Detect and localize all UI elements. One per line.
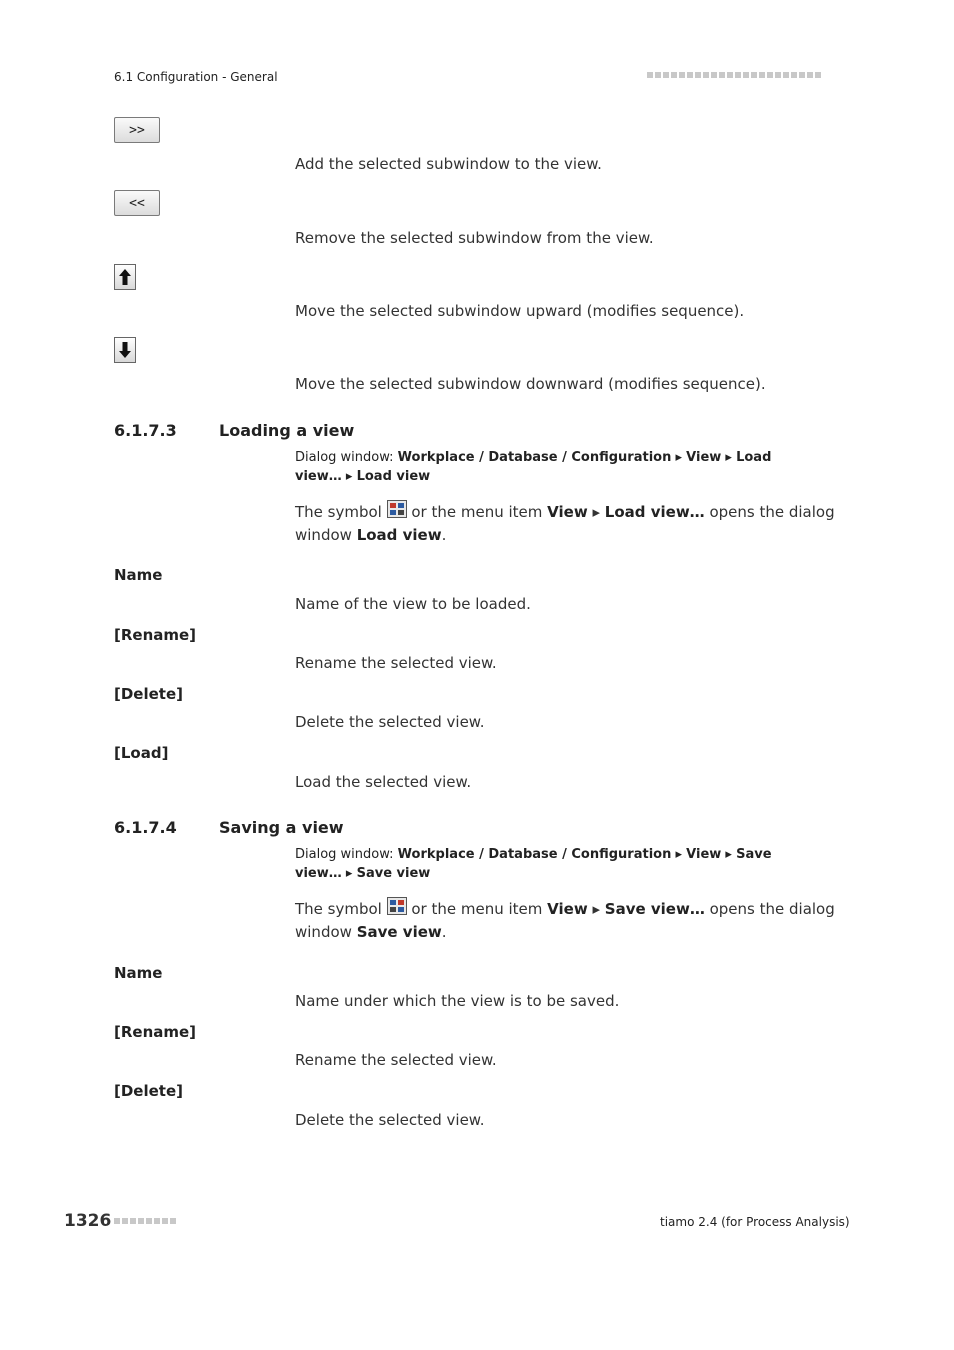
section-title-save: Saving a view <box>219 818 344 837</box>
remove-subwindow-button-image: << <box>114 190 160 216</box>
header-section-title: 6.1 Configuration - General <box>114 70 278 84</box>
load-field-name-term: Name <box>114 566 163 584</box>
save-field-delete-desc: Delete the selected view. <box>295 1111 485 1129</box>
load-view-icon <box>387 500 407 518</box>
menu-arrow-icon: ▸ <box>592 503 600 521</box>
breadcrumb-arrow-icon: ▸ <box>345 469 353 484</box>
save-field-rename-desc: Rename the selected view. <box>295 1051 497 1069</box>
menu-arrow-icon: ▸ <box>592 900 600 918</box>
add-subwindow-description: Add the selected subwindow to the view. <box>295 155 602 173</box>
footer-product-name: tiamo 2.4 (for Process Analysis) <box>660 1215 850 1229</box>
move-up-description: Move the selected subwindow upward (modifies sequence). <box>295 302 745 320</box>
save-intro-paragraph: The symbol or the menu item View ▸ Save view… opens the dialog window Save view. <box>295 897 835 944</box>
load-dialog-path: Dialog window: Workplace / Database / Configuration ▸ View ▸ Load view… ▸ Load view <box>295 450 772 484</box>
load-field-delete-desc: Delete the selected view. <box>295 713 485 731</box>
arrow-up-icon <box>114 264 136 290</box>
save-field-name-desc: Name under which the view is to be saved. <box>295 992 620 1010</box>
save-view-icon <box>387 897 407 915</box>
section-number-load: 6.1.7.3 <box>114 421 177 440</box>
section-title-load: Loading a view <box>219 421 355 440</box>
breadcrumb-arrow-icon: ▸ <box>345 866 353 881</box>
load-field-name-desc: Name of the view to be loaded. <box>295 595 531 613</box>
page-number: 1326 <box>64 1211 112 1231</box>
save-field-rename-term: [Rename] <box>114 1023 197 1041</box>
load-field-load-desc: Load the selected view. <box>295 773 472 791</box>
breadcrumb-arrow-icon: ▸ <box>675 847 683 862</box>
save-field-delete-term: [Delete] <box>114 1082 183 1100</box>
move-down-description: Move the selected subwindow downward (modifies sequence). <box>295 375 766 393</box>
load-intro-paragraph: The symbol or the menu item View ▸ Load view… opens the dialog window Load view. <box>295 500 835 547</box>
save-dialog-path: Dialog window: Workplace / Database / Configuration ▸ View ▸ Save view… ▸ Save view <box>295 847 772 881</box>
save-field-name-term: Name <box>114 964 163 982</box>
header-decoration <box>647 72 823 78</box>
breadcrumb-arrow-icon: ▸ <box>725 847 732 862</box>
section-number-save: 6.1.7.4 <box>114 818 177 837</box>
breadcrumb-arrow-icon: ▸ <box>675 450 683 465</box>
footer-decoration <box>114 1218 178 1224</box>
arrow-down-icon <box>114 337 136 363</box>
breadcrumb-arrow-icon: ▸ <box>725 450 732 465</box>
remove-subwindow-description: Remove the selected subwindow from the view. <box>295 229 654 247</box>
load-field-load-term: [Load] <box>114 744 169 762</box>
add-subwindow-button-image: >> <box>114 117 160 143</box>
load-field-rename-term: [Rename] <box>114 626 197 644</box>
load-field-rename-desc: Rename the selected view. <box>295 654 497 672</box>
load-field-delete-term: [Delete] <box>114 685 183 703</box>
